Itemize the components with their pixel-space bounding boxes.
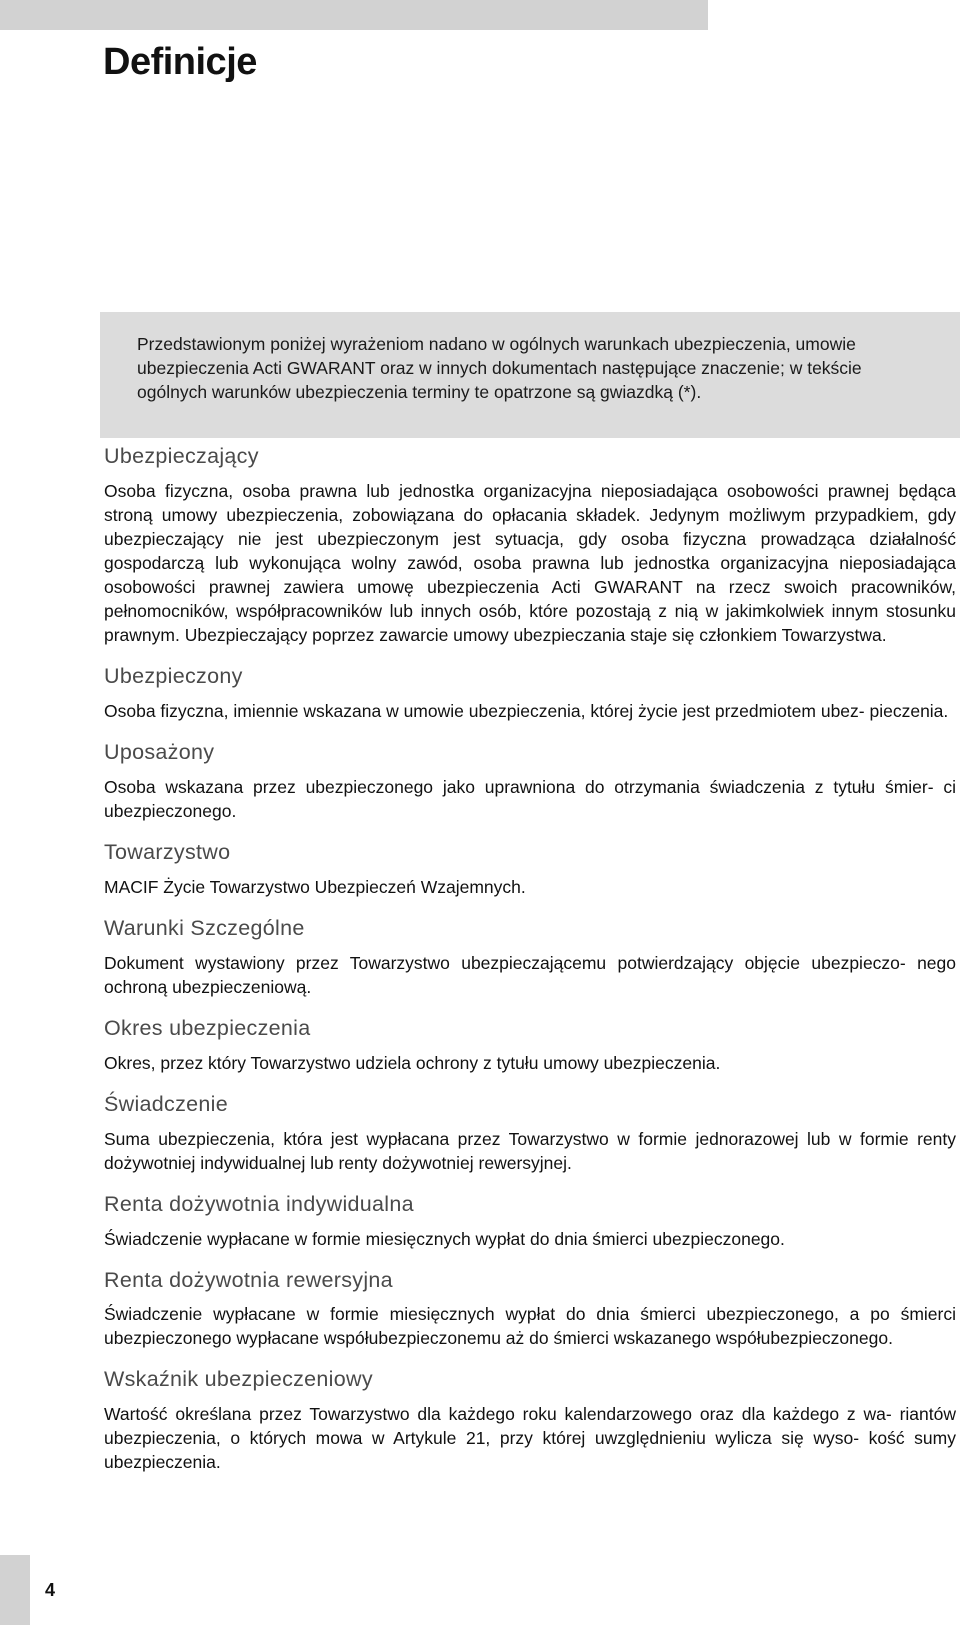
definition-term: Uposażony	[104, 739, 215, 764]
definition-ubezpieczajacy	[104, 443, 956, 647]
definition-text: Osoba wskazana przez ubezpieczonego jako uprawniona do otrzymania świadczenia z tytułu śmier- ci ubezpieczonego.	[104, 776, 956, 821]
definition-text: Osoba fizyczna, osoba prawna lub jednostka organizacyjna nieposiadająca osobowości prawnej będąca stroną umowy ubezpieczenia, zobowiązana do opłacania składek. Jedynym możliwym przypadkiem, gdy ubezpieczający nie jest ubezpieczonym jest sytuacja, gdy osoba fizyczna prowadząca działalność gospodarczą lub wykonująca wolny zawód, osoba prawna lub jednostka organizacyjna nieposiadająca osobowości prawnej zawiera umowę ubezpieczenia Acti GWARANT na rzecz swoich pracowników, pełnomocników, współpracowników lub innych osób, które pozostają z nią w jakimkolwiek innym stosunku prawnym. Ubezpieczający poprzez zawarcie umowy ubezpieczania staje się członkiem Towarzystwa.	[104, 480, 956, 645]
definition-term: Ubezpieczony	[104, 663, 243, 688]
definition-text: MACIF Życie Towarzystwo Ubezpieczeń Wzajemnych.	[104, 876, 526, 897]
definition-renta-rewersyjna	[104, 1267, 956, 1351]
definition-towarzystwo	[104, 839, 956, 899]
definition-text: Suma ubezpieczenia, która jest wypłacana przez Towarzystwo w formie jednorazowej lub w formie renty dożywotniej indywidualnej lub renty dożywotniej rewersyjnej.	[104, 1128, 956, 1173]
definition-text: Osoba fizyczna, imiennie wskazana w umowie ubezpieczenia, której życie jest przedmiotem ubez- pieczenia.	[104, 700, 949, 721]
definition-ubezpieczony	[104, 663, 956, 723]
definition-term: Renta dożywotnia indywidualna	[104, 1191, 414, 1216]
definition-term: Warunki Szczególne	[104, 915, 305, 940]
definition-renta-indywidualna	[104, 1191, 956, 1251]
definition-term: Wskaźnik ubezpieczeniowy	[104, 1367, 373, 1392]
definition-okres-ubezpieczenia	[104, 1015, 956, 1075]
page-title: Definicje	[103, 41, 257, 83]
intro-text: Przedstawionym poniżej wyrażeniom nadano w ogólnych warunkach ubezpieczenia, umowie ubezpieczenia Acti GWARANT oraz w innych dokumentach następujące znaczenie; w tekście ogólnych warunków ubezpieczenia terminy te opatrzone są gwiazdką (*).	[137, 334, 862, 402]
definitions-list	[104, 443, 956, 1490]
definition-term: Świadczenie	[104, 1091, 229, 1116]
definition-swiadczenie	[104, 1091, 956, 1175]
page-number: 4	[45, 1580, 56, 1600]
header-bar	[0, 0, 708, 30]
definition-text: Wartość określana przez Towarzystwo dla każdego roku kalendarzowego oraz dla każdego z wa- riantów ubezpieczenia, o których mowa w Artykule 21, przy której uwzględnieniu wylicza się wyso- kość sumy ubezpieczenia.	[104, 1404, 956, 1473]
definition-uposazony	[104, 739, 956, 823]
definition-term: Okres ubezpieczenia	[104, 1015, 311, 1040]
definition-text: Świadczenie wypłacane w formie miesięcznych wypłat do dnia śmierci ubezpieczonego, a po śmierci ubezpieczonego wypłacane współubezpieczonemu aż do śmierci wskazanego współubezpieczonego.	[104, 1304, 956, 1349]
page-number-tab	[0, 1555, 30, 1625]
definition-term: Renta dożywotnia rewersyjna	[104, 1267, 393, 1292]
definition-text: Okres, przez który Towarzystwo udziela ochrony z tytułu umowy ubezpieczenia.	[104, 1052, 721, 1073]
intro-box	[100, 312, 960, 438]
definition-warunki-szczegolne	[104, 915, 956, 999]
definition-text: Dokument wystawiony przez Towarzystwo ubezpieczającemu potwierdzający objęcie ubezpieczo- nego ochroną ubezpieczeniową.	[104, 952, 956, 997]
definition-term: Ubezpieczający	[104, 444, 259, 468]
definition-text: Świadczenie wypłacane w formie miesięcznych wypłat do dnia śmierci ubezpieczonego.	[104, 1228, 785, 1249]
definition-term: Towarzystwo	[104, 839, 231, 864]
definition-wskaznik-ubezpieczeniowy	[104, 1366, 956, 1474]
